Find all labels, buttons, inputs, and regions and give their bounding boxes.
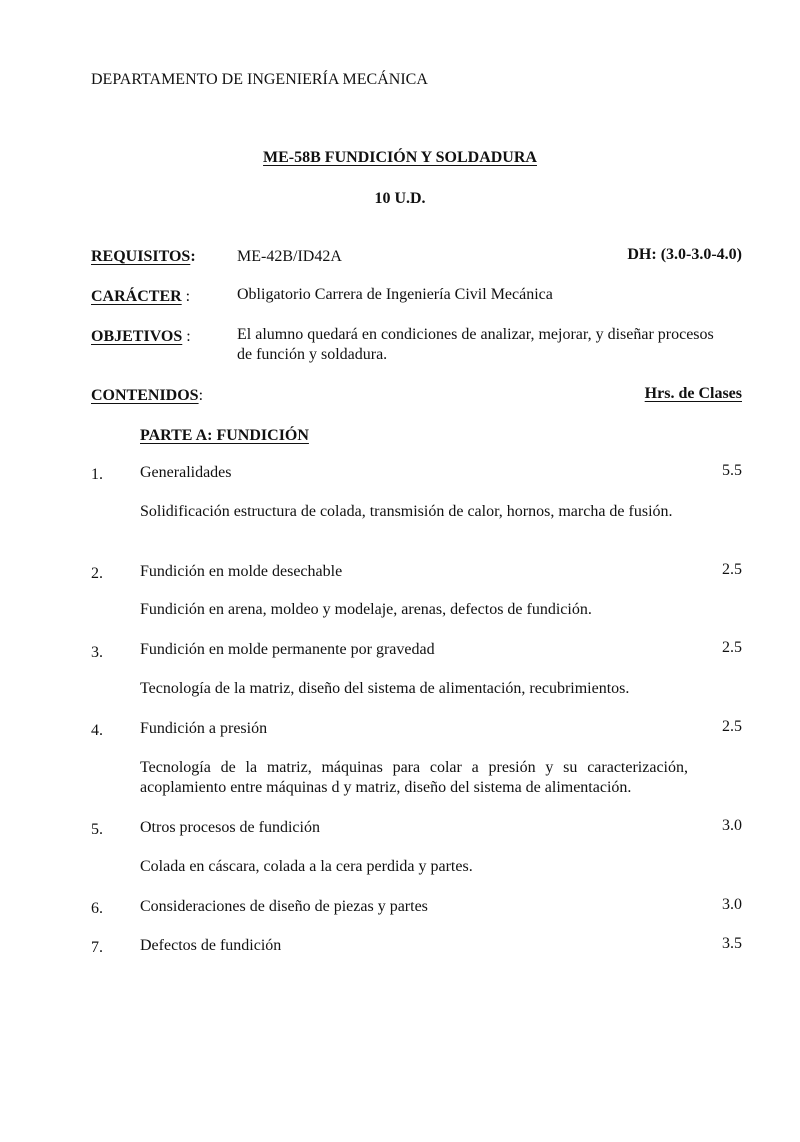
item-title: Consideraciones de diseño de piezas y partes	[140, 898, 428, 915]
requisitos-value: ME-42B/ID42A	[237, 248, 342, 265]
item-hours: 2.5	[722, 718, 742, 735]
contenidos-colon: :	[198, 387, 204, 404]
item-hours: 3.0	[722, 817, 742, 834]
item-hours: 5.5	[722, 462, 742, 479]
item-number: 7.	[91, 939, 103, 956]
dh-value: DH: (3.0-3.0-4.0)	[627, 246, 742, 263]
requisitos-heading	[91, 247, 196, 267]
requisitos-label: REQUISITOS	[91, 248, 191, 265]
item-number: 1.	[91, 466, 103, 483]
objetivos-line-2: de función y soldadura.	[237, 346, 388, 363]
item-number: 5.	[91, 821, 103, 838]
item-number: 3.	[91, 644, 103, 661]
item-title: Defectos de fundición	[140, 937, 282, 954]
course-title: ME-58B FUNDICIÓN Y SOLDADURA	[263, 149, 537, 166]
item-number: 4.	[91, 722, 103, 739]
item-title: Fundición en molde desechable	[140, 563, 343, 580]
contenidos-label: CONTENIDOS	[91, 387, 199, 404]
part-a-title: PARTE A: FUNDICIÓN	[140, 427, 309, 444]
objetivos-heading	[91, 327, 191, 347]
requisitos-colon: :	[190, 248, 196, 265]
item-number: 6.	[91, 900, 103, 917]
item-number: 2.	[91, 565, 103, 582]
item-description: Tecnología de la matriz, diseño del sistema de alimentación, recubrimientos.	[140, 680, 630, 697]
objetivos-label: OBJETIVOS	[91, 328, 183, 345]
caracter-label: CARÁCTER	[91, 288, 182, 305]
item-title: Fundición en molde permanente por gravedad	[140, 641, 435, 658]
objetivos-colon: :	[182, 328, 191, 345]
department-title: DEPARTAMENTO DE INGENIERÍA MECÁNICA	[91, 71, 428, 88]
caracter-heading	[91, 287, 190, 307]
item-title: Fundición a presión	[140, 720, 268, 737]
item-description: Colada en cáscara, colada a la cera perdida y partes.	[140, 858, 473, 875]
caracter-value: Obligatorio Carrera de Ingeniería Civil Mecánica	[237, 286, 553, 303]
item-hours: 2.5	[722, 561, 742, 578]
item-hours: 3.5	[722, 935, 742, 952]
course-units: 10 U.D.	[374, 190, 426, 207]
item-hours: 3.0	[722, 896, 742, 913]
contenidos-heading	[91, 386, 203, 406]
item-title: Generalidades	[140, 464, 232, 481]
caracter-colon: :	[181, 288, 191, 305]
item-description: Solidificación estructura de colada, transmisión de calor, hornos, marcha de fusión.	[140, 503, 673, 520]
item-description: Tecnología de la matriz, máquinas para colar a presión y su caracterización, acoplamiento entre máquinas d y matriz, diseño del sistema de alimentación.	[140, 759, 688, 796]
item-description: Fundición en arena, moldeo y modelaje, arenas, defectos de fundición.	[140, 601, 592, 618]
item-hours: 2.5	[722, 639, 742, 656]
hours-header: Hrs. de Clases	[644, 385, 742, 402]
objetivos-line-1: El alumno quedará en condiciones de analizar, mejorar, y diseñar procesos	[237, 326, 714, 343]
item-title: Otros procesos de fundición	[140, 819, 320, 836]
